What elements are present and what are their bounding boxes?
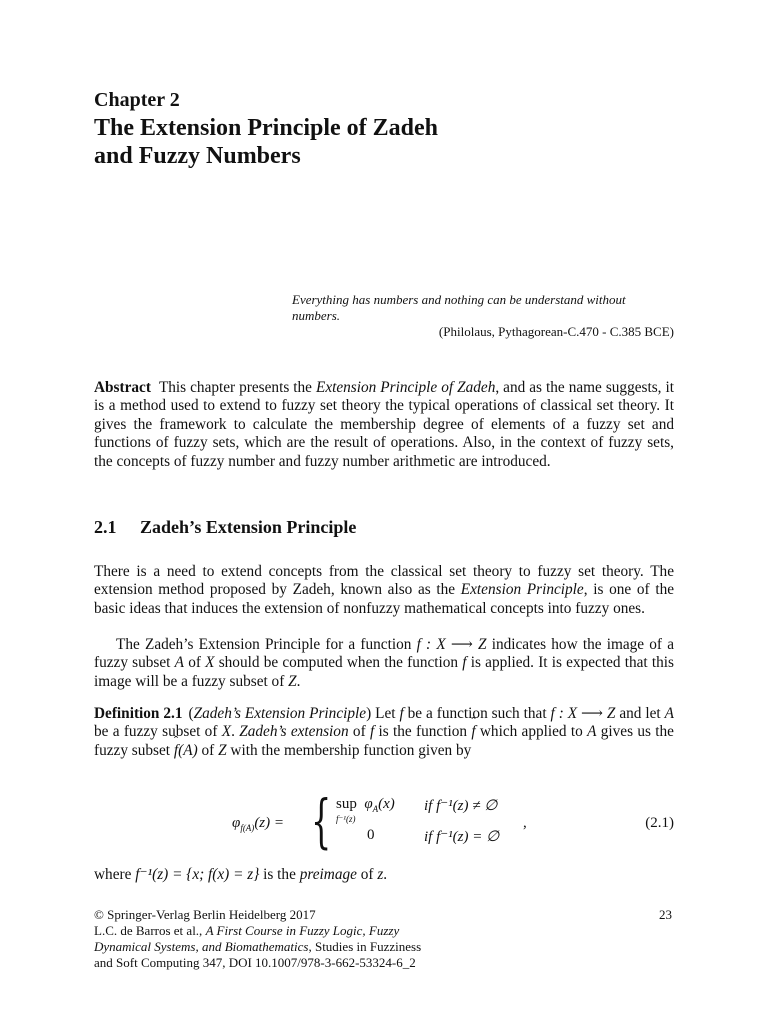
definition-extension-name: Zadeh’s extension bbox=[239, 723, 349, 741]
definition-text: which applied to bbox=[475, 723, 588, 741]
definition-name: Zadeh’s Extension Principle bbox=[193, 705, 367, 722]
preimage-text: is the bbox=[259, 866, 300, 883]
chapter-title bbox=[94, 114, 654, 170]
abstract-text-after: , and as the name suggests, it is a method used to extend to fuzzy set theory the typical operations of classical set theory. It gives the framework to calculate the membership degree of elements of a fuzzy set and functions of fuzzy sets, which are the result of operations. Also, in the context of fuzzy sets, the concepts of fuzzy number and fuzzy number arithmetic are introduced. bbox=[94, 379, 674, 470]
paragraph-1-text-end: , is one of the basic ideas that induces the extension of nonfuzzy mathematical concepts into fuzzy ones. bbox=[94, 581, 675, 617]
equation-2-1 bbox=[94, 787, 674, 855]
section-heading bbox=[94, 517, 356, 538]
section-title: Zadeh’s Extension Principle bbox=[140, 517, 357, 537]
epigraph bbox=[292, 292, 674, 340]
paragraph-1-text: There is a need to extend concepts from the classical set theory to fuzzy set theory. The extension method proposed by Zadeh, known also as the bbox=[94, 563, 674, 599]
definition-text: Let bbox=[371, 705, 400, 722]
math-subscript: f⁻¹(z) bbox=[336, 814, 356, 824]
footer-authors: L.C. de Barros et al., bbox=[94, 923, 206, 938]
math-mapping: f : X ⟶ Z bbox=[550, 705, 616, 722]
preimage-text: of bbox=[356, 866, 378, 883]
chapter-label: Chapter 2 bbox=[94, 89, 180, 111]
footer-book-title: Dynamical Systems, and Biomathematics bbox=[94, 939, 309, 954]
math-f-hat: ˆ f bbox=[471, 723, 475, 741]
left-brace-icon: { bbox=[311, 787, 332, 855]
math-symbol: Z bbox=[288, 672, 297, 690]
equation-comma: , bbox=[523, 815, 527, 831]
math-symbol: X bbox=[205, 654, 215, 672]
paragraph-2 bbox=[94, 636, 674, 691]
math-subscript: A bbox=[372, 804, 379, 814]
equation-number: (2.1) bbox=[645, 815, 674, 831]
page-footer bbox=[94, 907, 674, 971]
paragraph-2-text: should be computed when the function bbox=[214, 654, 463, 672]
definition-2-1 bbox=[94, 705, 674, 760]
equation-condition-2 bbox=[424, 827, 499, 846]
equation-case-2: 0 bbox=[367, 827, 375, 843]
math-symbol: (A) bbox=[178, 741, 198, 759]
definition-text: gives us the fuzzy subset bbox=[94, 723, 674, 759]
epigraph-quote: Everything has numbers and nothing can be understand without numbers. bbox=[292, 292, 626, 323]
footer-citation-line-1 bbox=[94, 923, 674, 939]
paragraph-1-emphasis: Extension Principle bbox=[460, 581, 584, 599]
page-number: 23 bbox=[659, 907, 672, 922]
math-phi: φ bbox=[364, 796, 373, 812]
paragraph-2-text: . bbox=[296, 672, 301, 690]
footer-citation-line-2 bbox=[94, 939, 674, 955]
math-symbol: z bbox=[377, 866, 384, 883]
chapter-title-line-2: and Fuzzy Numbers bbox=[94, 143, 301, 169]
math-preimage-definition: f⁻¹(z) = {x; f(x) = z} bbox=[135, 866, 260, 883]
math-symbol: A bbox=[664, 705, 674, 722]
definition-text: of bbox=[197, 741, 219, 759]
math-condition: if f⁻¹(z) = ∅ bbox=[424, 829, 500, 845]
math-argument: (x) bbox=[378, 796, 395, 812]
math-symbol: A bbox=[587, 723, 597, 741]
math-sup: sup bbox=[336, 796, 357, 812]
definition-text: be a fuzzy subset of bbox=[94, 723, 222, 741]
math-symbol: f bbox=[462, 654, 467, 672]
definition-text: of bbox=[348, 723, 370, 741]
definition-text: . bbox=[231, 723, 240, 741]
abstract-text-before: This chapter presents the bbox=[158, 379, 316, 396]
paragraph-1 bbox=[94, 563, 674, 618]
epigraph-attribution: (Philolaus, Pythagorean-C.470 - C.385 BCE) bbox=[438, 324, 674, 339]
math-phi: φ bbox=[232, 815, 241, 831]
abstract-emphasis: Extension Principle of Zadeh bbox=[315, 379, 496, 396]
footer-doi: and Soft Computing 347, DOI 10.1007/978-3-662-53324-6_2 bbox=[94, 955, 416, 970]
definition-label: Definition 2.1 bbox=[94, 705, 183, 722]
equation-sup-subscript bbox=[336, 814, 355, 825]
definition-text: is the function bbox=[374, 723, 472, 741]
definition-text: ( bbox=[188, 705, 194, 722]
paragraph-2-text: of bbox=[183, 654, 206, 672]
definition-text: and let bbox=[615, 705, 665, 722]
section-number: 2.1 bbox=[94, 517, 117, 537]
preimage-emphasis: preimage bbox=[299, 866, 357, 883]
paragraph-2-text: indicates how the image of a fuzzy subset bbox=[94, 636, 675, 672]
equation-case-1 bbox=[336, 796, 395, 814]
chapter-title-line-1: The Extension Principle of Zadeh bbox=[94, 115, 439, 141]
math-symbol: Z bbox=[218, 741, 227, 759]
math-symbol: A bbox=[174, 654, 184, 672]
preimage-text: where bbox=[94, 866, 136, 883]
equation-lhs bbox=[232, 815, 284, 833]
math-subscript: f(A) bbox=[240, 823, 255, 833]
equation-condition-1 bbox=[424, 796, 497, 815]
math-symbol: X bbox=[221, 723, 232, 741]
math-mapping: f : X ⟶ Z bbox=[416, 636, 487, 653]
abstract bbox=[94, 379, 674, 471]
math-symbol: f bbox=[369, 723, 375, 741]
math-argument: (z) = bbox=[254, 815, 285, 831]
preimage-line bbox=[94, 866, 674, 884]
math-f-hat: ˆ f bbox=[174, 742, 178, 760]
footer-copyright: © Springer-Verlag Berlin Heidelberg 2017 bbox=[94, 907, 316, 922]
definition-text: be a function such that bbox=[403, 705, 551, 722]
definition-text: ) bbox=[366, 705, 372, 722]
footer-book-title: A First Course in Fuzzy Logic, Fuzzy bbox=[205, 923, 400, 938]
abstract-label: Abstract bbox=[94, 379, 151, 396]
math-condition: if f⁻¹(z) ≠ ∅ bbox=[424, 798, 498, 814]
definition-text: with the membership function given by bbox=[226, 741, 472, 759]
paragraph-2-text: is applied. It is expected that this image will be a fuzzy subset of bbox=[94, 654, 674, 690]
paragraph-2-text: The Zadeh’s Extension Principle for a function bbox=[116, 636, 417, 653]
footer-series: , Studies in Fuzziness bbox=[308, 939, 422, 954]
math-symbol: f bbox=[399, 705, 404, 722]
preimage-text: . bbox=[383, 866, 388, 883]
